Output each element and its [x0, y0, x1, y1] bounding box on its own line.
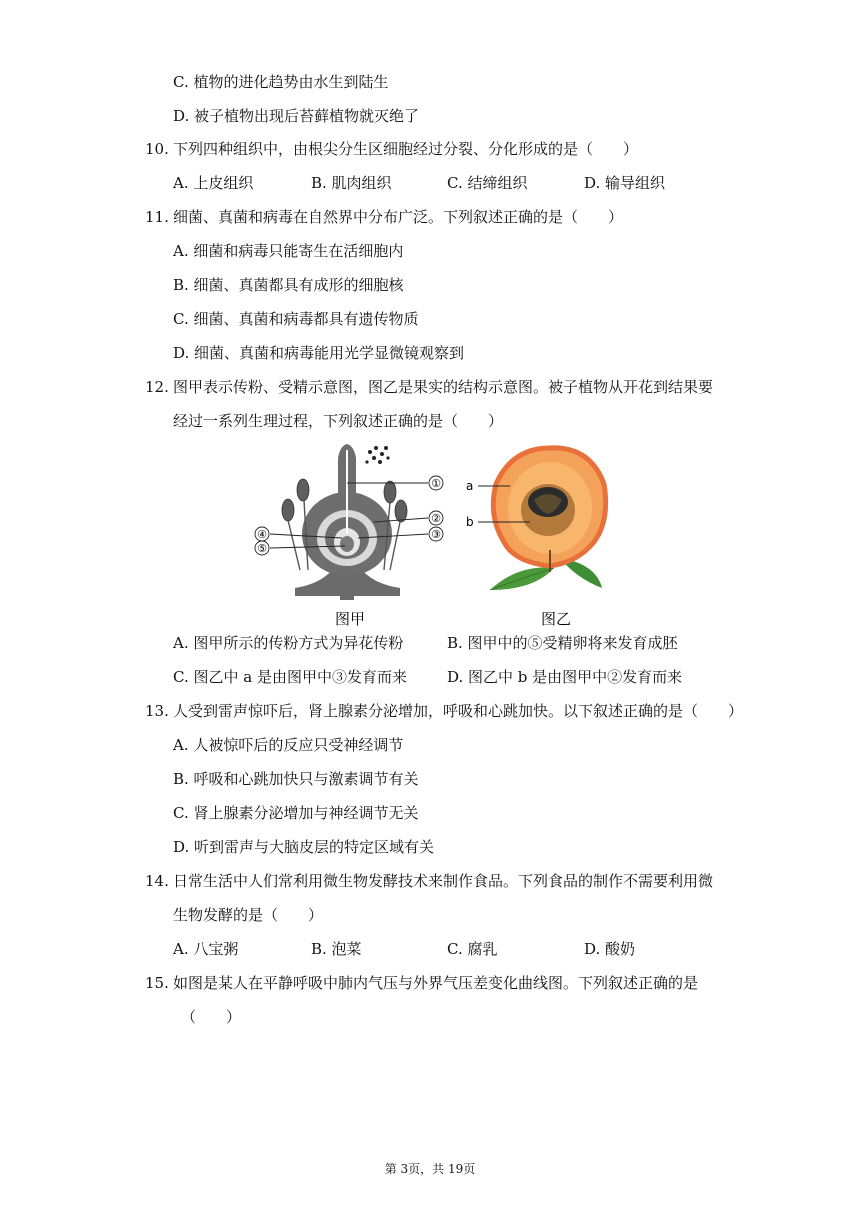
q11-option-c: C. 细菌、真菌和病毒都具有遗传物质: [173, 310, 419, 328]
q15-stem-line2: （ ）: [181, 1008, 242, 1026]
q11-option-a: A. 细菌和病毒只能寄生在活细胞内: [173, 242, 404, 260]
q13-option-b: B. 呼吸和心跳加快只与激素调节有关: [173, 770, 419, 788]
q14-option-b: B. 泡菜: [311, 940, 362, 958]
q10-option-d: D. 输导组织: [584, 174, 666, 192]
q14-option-d: D. 酸奶: [584, 940, 636, 958]
q12-stem-line2: 经过一系列生理过程，下列叙述正确的是（ ）: [173, 412, 504, 430]
q11-number: 11.: [145, 208, 169, 226]
pistil-diagram: [255, 444, 443, 628]
q14-stem-line1: 日常生活中人们常利用微生物发酵技术来制作食品。下列食品的制作不需要利用微: [173, 872, 714, 890]
label-3: ③: [431, 528, 441, 541]
q13-option-a: A. 人被惊吓后的反应只受神经调节: [173, 736, 404, 754]
q13-stem: 人受到雷声惊吓后，肾上腺素分泌增加，呼吸和心跳加快。以下叙述正确的是（ ）: [173, 702, 744, 720]
q14-stem-line2: 生物发酵的是（ ）: [173, 906, 324, 924]
q13-number: 13.: [145, 702, 169, 720]
q11-option-b: B. 细菌、真菌都具有成形的细胞核: [173, 276, 404, 294]
label-a: a: [466, 479, 474, 493]
label-2: ②: [431, 512, 441, 525]
fruit-diagram: [466, 448, 606, 628]
q9-option-d: D. 被子植物出现后苔藓植物就灭绝了: [173, 107, 420, 125]
q9-option-c: C. 植物的进化趋势由水生到陆生: [173, 73, 389, 91]
label-5: ⑤: [257, 542, 267, 555]
q12-option-b: B. 图甲中的⑤受精卵将来发育成胚: [447, 634, 678, 652]
label-b: b: [466, 515, 474, 529]
q11-option-d: D. 细菌、真菌和病毒能用光学显微镜观察到: [173, 344, 465, 362]
q12-figure: [250, 438, 610, 630]
q14-option-a: A. 八宝粥: [173, 940, 239, 958]
q12-option-a: A. 图甲所示的传粉方式为异花传粉: [173, 634, 404, 652]
q10-number: 10.: [145, 140, 169, 158]
q10-option-b: B. 肌肉组织: [311, 174, 392, 192]
q10-option-a: A. 上皮组织: [173, 174, 254, 192]
q15-number: 15.: [145, 974, 169, 992]
q10-option-c: C. 结缔组织: [447, 174, 528, 192]
q12-option-c: C. 图乙中 a 是由图甲中③发育而来: [173, 668, 407, 686]
caption-left: 图甲: [334, 610, 366, 628]
q10-stem: 下列四种组织中，由根尖分生区细胞经过分裂、分化形成的是（ ）: [173, 140, 639, 158]
q14-number: 14.: [145, 872, 169, 890]
q12-option-d: D. 图乙中 b 是由图甲中②发育而来: [447, 668, 683, 686]
q13-option-c: C. 肾上腺素分泌增加与神经调节无关: [173, 804, 419, 822]
label-4: ④: [257, 528, 267, 541]
caption-right: 图乙: [540, 610, 572, 628]
q15-stem-line1: 如图是某人在平静呼吸中肺内气压与外界气压差变化曲线图。下列叙述正确的是: [173, 974, 699, 992]
q11-stem: 细菌、真菌和病毒在自然界中分布广泛。下列叙述正确的是（ ）: [173, 208, 624, 226]
q12-figure-svg: [250, 438, 610, 630]
page-footer: 第 3页，共 19页: [384, 1162, 476, 1176]
label-1: ①: [431, 477, 441, 490]
q13-option-d: D. 听到雷声与大脑皮层的特定区域有关: [173, 838, 435, 856]
q14-option-c: C. 腐乳: [447, 940, 498, 958]
q12-number: 12.: [145, 378, 169, 396]
q12-stem-line1: 图甲表示传粉、受精示意图，图乙是果实的结构示意图。被子植物从开花到结果要: [173, 378, 714, 396]
